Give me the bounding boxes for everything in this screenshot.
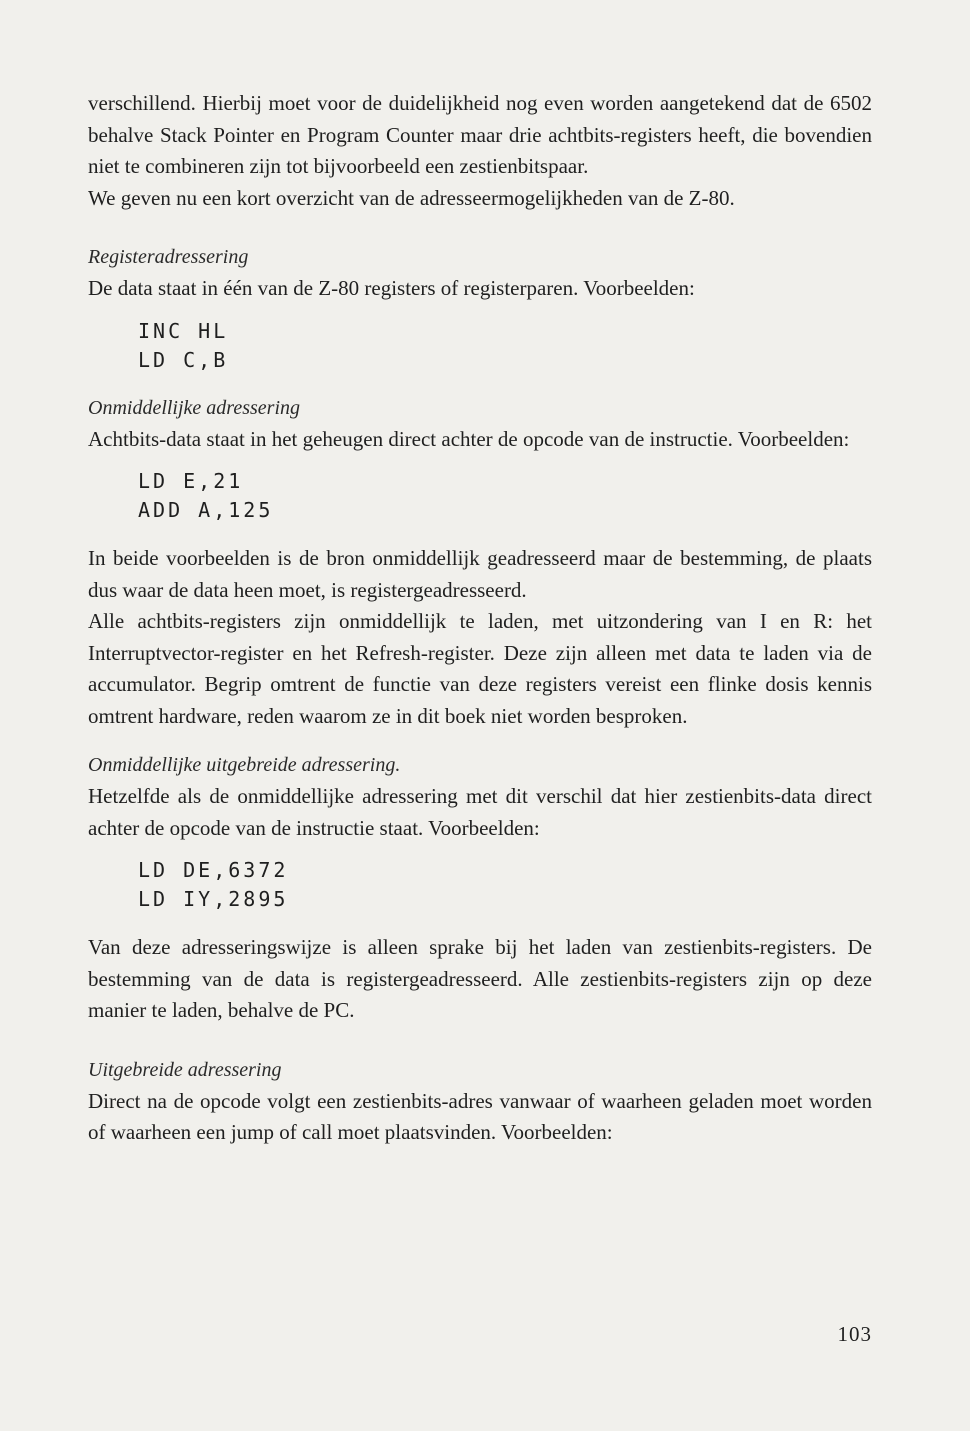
page-content (88, 88, 872, 1149)
code-line: LD IY,2895 (138, 887, 289, 911)
section-paragraph: Alle achtbits-registers zijn onmiddellijk te laden, met uitzondering van I en R: het Interruptvector-register en het Refresh-register. Deze zijn alleen met data te laden via de accumulator. Begrip omtrent de functie van deze registers vereist een flinke dosis kennis omtrent hardware, reden waarom ze in dit boek niet worden besproken. (88, 609, 872, 728)
intro-paragraph: We geven nu een kort overzicht van de adresseermogelijkheden van de Z-80. (88, 185, 735, 210)
section-paragraph: Van deze adresseringswijze is alleen sprake bij het laden van zestienbits-registers. De bestemming van de data is registergeadresseerd. Alle zestienbits-registers zijn op deze manier te laden, behalve de PC. (88, 935, 872, 1022)
page-number: 103 (837, 1322, 872, 1346)
section-paragraph: Hetzelfde als de onmiddellijke adressering met dit verschil dat hier zestienbits-data direct achter de opcode van de instructie staat. Voorbeelden: (88, 784, 872, 840)
code-line: LD DE,6372 (138, 858, 289, 882)
code-line: ADD A,125 (138, 498, 274, 522)
section-paragraph: Direct na de opcode volgt een zestienbits-adres vanwaar of waarheen geladen moet worden of waarheen een jump of call moet plaatsvinden. Voorbeelden: (88, 1088, 872, 1144)
code-example (88, 317, 872, 375)
section-heading: Onmiddellijke adressering (88, 396, 301, 419)
code-example (88, 467, 872, 525)
section-heading: Registeradressering (88, 246, 249, 268)
code-line: LD C,B (138, 347, 229, 372)
code-line: INC HL (138, 318, 229, 343)
section-paragraph: De data staat in één van de Z-80 registers of registerparen. Voorbeelden: (88, 276, 695, 300)
code-line: LD E,21 (138, 469, 244, 493)
section-paragraph: Achtbits-data staat in het geheugen direct achter de opcode van de instructie. Voorbeelden: (88, 426, 850, 451)
code-example (88, 856, 872, 914)
section-paragraph: In beide voorbeelden is de bron onmiddellijk geadresseerd maar de bestemming, de plaats dus waar de data heen moet, is registergeadresseerd. (88, 546, 872, 602)
section-heading: Uitgebreide adressering (88, 1058, 282, 1081)
intro-paragraph: verschillend. Hierbij moet voor de duidelijkheid nog even worden aangetekend dat de 6502 behalve Stack Pointer en Program Counter maar drie achtbits-registers heeft, die bovendien niet te combineren zijn tot bijvoorbeeld een zestienbitspaar. (88, 91, 872, 178)
section-heading: Onmiddellijke uitgebreide adressering. (88, 754, 401, 776)
